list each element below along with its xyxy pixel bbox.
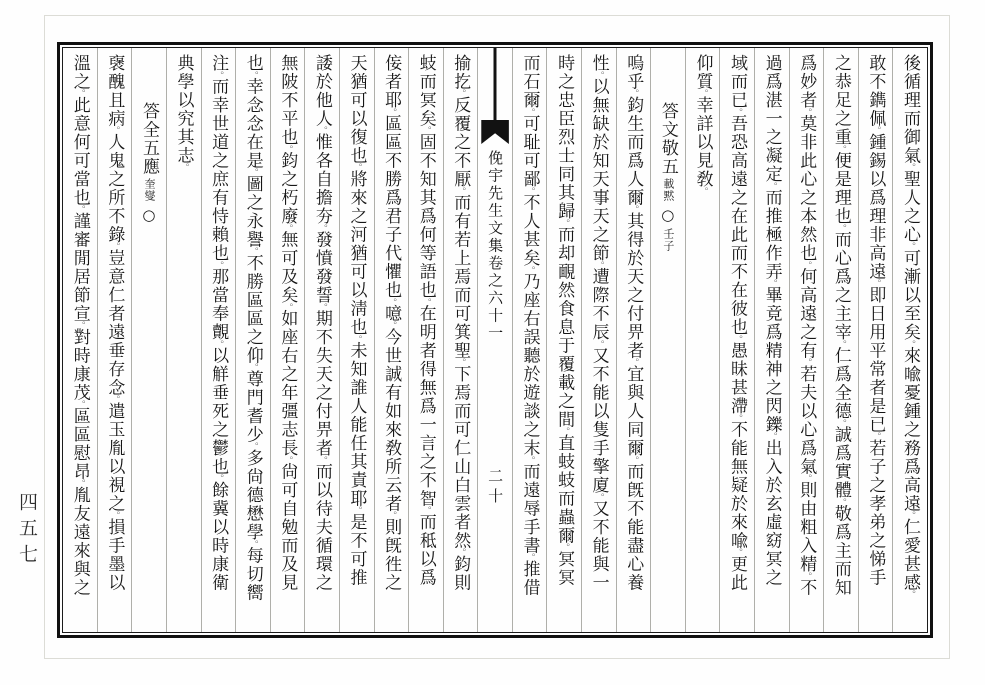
reading-mark: 。: [74, 321, 85, 330]
reading-mark: 。: [524, 553, 535, 562]
text-column-16: 侫者耶。區區不勝爲君子代懼也。噫。今世誠有如來敎所云者。則旣徃之: [375, 48, 410, 632]
reading-mark: 。: [905, 511, 915, 520]
addressee-name-small: 載黙: [661, 178, 675, 202]
reading-mark: 。: [905, 339, 915, 349]
banxin-center-line: [494, 48, 497, 120]
reading-mark: 。: [213, 70, 224, 80]
reading-mark: 。: [455, 358, 466, 367]
banxin-book-title: 俛宇先生文集卷之六十一: [486, 150, 505, 343]
reading-mark: 。: [697, 89, 708, 98]
separator-circle: ○: [658, 206, 677, 224]
text-column-22: 典學以究其志。: [167, 48, 202, 632]
reading-mark: 。: [801, 358, 812, 367]
reading-mark: 。: [732, 334, 743, 344]
text-column-14: 揄扢。反覆之不厭。而有若上焉而可箕聖。下焉而可仁山白雲者然。鈞則: [444, 48, 479, 632]
reading-mark: 。: [109, 395, 120, 404]
text-column-21: 注。而幸世道之庶有恃賴也。那當奉覿。以觧垂死之鬱也。餘冀以時康衛: [202, 48, 237, 632]
reading-mark: 。: [628, 358, 639, 367]
reading-mark: 。: [351, 506, 362, 515]
reading-mark: 。: [386, 321, 397, 330]
reading-mark: 。: [628, 205, 639, 214]
reading-mark: 。: [74, 400, 85, 409]
text-frame-inner-border: [62, 47, 928, 633]
reading-mark: 。: [801, 571, 812, 581]
text-column-15: 蚑而冥矣。固不知其爲何等語也。在明者得無爲一言之不智。而秪以爲: [409, 48, 444, 632]
reading-mark: 。: [593, 339, 604, 349]
text-column-25: 溫之。此意何可當也。謹審閒居節宣。對時康茂。區區慰昂。胤友遠來與之: [63, 48, 98, 632]
reading-mark: 。: [766, 279, 777, 288]
letter-title-text: 答全五應: [138, 102, 159, 176]
reading-mark: 。: [282, 302, 293, 312]
reading-mark: 。: [109, 242, 120, 251]
reading-mark: 。: [835, 418, 846, 428]
reading-mark: 。: [282, 144, 293, 154]
reading-mark: 。: [247, 363, 258, 372]
reading-mark: 。: [316, 302, 327, 312]
reading-mark: 。: [386, 511, 397, 520]
text-column-11: 時之忠臣烈士同其歸。而却靦然食息于覆載之間。直蚑蚑而蟲爾。冥冥: [547, 48, 582, 632]
reading-mark: 。: [213, 474, 224, 483]
reading-mark: 。: [801, 260, 812, 270]
reading-mark: 。: [351, 163, 362, 172]
reading-mark: 。: [524, 455, 535, 465]
reading-mark: 。: [905, 242, 915, 251]
reading-mark: 。: [247, 539, 258, 549]
reading-mark: 。: [524, 265, 535, 275]
reading-mark: 。: [316, 455, 327, 465]
margin-folio-number: 四五七: [16, 492, 38, 570]
fishtail-ornament-icon: [481, 120, 509, 144]
year-small: 壬子: [661, 228, 675, 252]
banxin-folio-number: 二十: [486, 468, 505, 508]
reading-mark: 。: [213, 260, 224, 270]
text-column-5: 過爲湛一之凝定。而推極作弄。畢竟爲精神之閃鑠。出入於玄虛窈冥之: [755, 48, 790, 632]
text-column-12: 而石爾。可耻可鄙。不人甚矣。乃座右誤聽於遊談之末。而遠辱手書。推借: [513, 48, 548, 632]
reading-mark: 。: [697, 186, 708, 196]
reading-mark: 。: [420, 126, 431, 135]
reading-mark: 。: [74, 205, 85, 214]
reading-mark: 。: [870, 126, 881, 135]
reading-mark: 。: [835, 497, 846, 507]
text-column-19: 無陂不平也。鈞之朽廢。無可及矣。如座右之年彊志長。尙可自勉而及見: [271, 48, 306, 632]
reading-mark: 。: [593, 260, 604, 270]
reading-mark: 。: [732, 413, 743, 423]
text-column-3: 之恭足之重。便是理也。而心爲之主宰。仁爲全德。誠爲實體。敬爲主而知: [824, 48, 859, 632]
text-column-17: 天猶可以復也。將來之河猶可以淸也。未知誰人能任其責耶。是不可推: [340, 48, 375, 632]
text-column-2: 敢不鐫佩。鍾錫以爲理非高遠。即日用平常者是已。若子之孝弟之悌手: [859, 48, 894, 632]
banxin-column: [478, 48, 513, 632]
addressee-name-small: 奎燮: [142, 178, 156, 202]
reading-mark: 。: [835, 339, 846, 349]
separator-circle: ○: [139, 206, 158, 224]
text-column-9: 嗚乎。鈞生而爲人爾。其得於天之付畀者。宜與人同爾。而旣不能盡心養: [617, 48, 652, 632]
reading-mark: 。: [905, 590, 915, 599]
reading-mark: 。: [905, 163, 915, 172]
letter-title-column: [132, 48, 167, 632]
reading-mark: 。: [351, 334, 362, 344]
reading-mark: 。: [213, 339, 224, 349]
reading-mark: 。: [386, 297, 397, 307]
text-column-20: 也。幸念念在是。圖之永譽。不勝區區之仰。尊門耆少。多尙德懋學。每切嚮: [236, 48, 271, 632]
letter-title-text: 答文敬五: [657, 102, 678, 176]
reading-mark: 。: [732, 548, 743, 557]
reading-mark: 。: [109, 511, 120, 520]
reading-mark: 。: [74, 479, 85, 488]
reading-mark: 。: [524, 107, 535, 117]
reading-mark: 。: [766, 181, 777, 191]
text-frame-border: [57, 42, 933, 638]
reading-mark: 。: [282, 223, 293, 233]
letter-title-column: [651, 48, 686, 632]
reading-mark: 。: [593, 70, 604, 80]
reading-mark: 。: [524, 186, 535, 196]
text-column-6: 域而已。吾恐高遠之在此而不在彼也。愚昧甚滯。不能無疑於來喩。更此: [720, 48, 755, 632]
reading-mark: 。: [801, 474, 812, 483]
reading-mark: 。: [386, 107, 397, 117]
reading-mark: 。: [870, 279, 881, 288]
reading-mark: 。: [628, 455, 639, 465]
reading-mark: 。: [455, 548, 466, 557]
reading-mark: 。: [282, 455, 293, 465]
reading-mark: 。: [766, 432, 777, 441]
reading-mark: 。: [247, 70, 258, 80]
reading-mark: 。: [801, 107, 812, 117]
text-column-7: 仰質。幸詳以見敎。: [686, 48, 721, 632]
reading-mark: 。: [559, 427, 570, 436]
reading-mark: 。: [455, 89, 466, 98]
reading-mark: 。: [870, 432, 881, 441]
reading-mark: 。: [835, 223, 846, 233]
reading-mark: 。: [559, 218, 570, 228]
reading-mark: 。: [109, 126, 120, 135]
text-columns: [63, 48, 927, 632]
reading-mark: 。: [559, 543, 570, 552]
reading-mark: 。: [593, 492, 604, 502]
text-column-1: 後循理而御氣。聖人之心。可漸以至矣。來喩憂鍾之務爲高遠。仁愛甚感。: [900, 54, 920, 599]
reading-mark: 。: [628, 89, 639, 98]
reading-mark: 。: [316, 126, 327, 135]
reading-mark: 。: [420, 506, 431, 515]
reading-mark: 。: [247, 442, 258, 451]
reading-mark: 。: [178, 163, 189, 172]
reading-mark: 。: [455, 186, 466, 196]
reading-mark: 。: [316, 223, 327, 233]
reading-mark: 。: [247, 168, 258, 177]
reading-mark: 。: [74, 89, 85, 98]
text-column-10: 性。以無缺於知天事天之節。遭際不辰。又不能以隻手擎廈。又不能與一: [582, 48, 617, 632]
reading-mark: 。: [835, 144, 846, 154]
reading-mark: 。: [420, 297, 431, 307]
text-column-18: 諉於他人。惟各自擔夯。發憤發誓。期不失天之付畀者。而以待夫循環之: [305, 48, 340, 632]
text-column-4: 爲妙者。莫非此心之本然也。何高遠之有。若夫以心爲氣。則由粗入精。不: [790, 48, 825, 632]
reading-mark: 。: [247, 247, 258, 256]
reading-mark: 。: [732, 107, 743, 117]
text-column-24: 襃醜且病。人鬼之所不錄。豈意仁者遠垂存念。遣玉胤以視之。損手墨以: [98, 48, 133, 632]
